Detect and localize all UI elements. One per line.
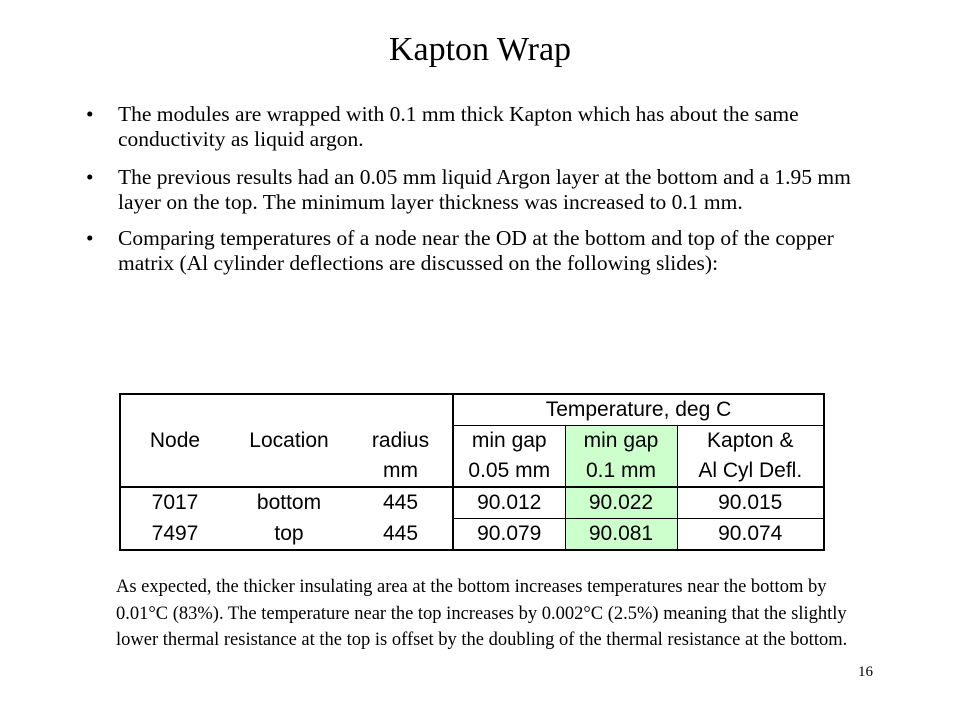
cell-temp-min-gap-01: 90.081 [565, 519, 677, 550]
header-col1-line2: 0.05 mm [468, 459, 551, 482]
header-col1-line1: min gap [471, 429, 547, 452]
header-col2-line1: min gap [565, 426, 677, 457]
cell-node: 7497 [151, 521, 199, 545]
temperature-group-header: Temperature, deg C [453, 395, 823, 426]
bullet-item [82, 165, 872, 215]
bullet-list [82, 102, 872, 289]
table-row [121, 487, 823, 519]
header-radius: radius [349, 426, 453, 457]
temperature-table [119, 393, 825, 551]
bullet-item [82, 226, 872, 276]
header-node: Node [149, 428, 201, 452]
conclusion-paragraph: As expected, the thicker insulating area at the bottom increases temperatures near the bottom by 0.01°C (83%). The temperature near the top increases by 0.002°C (2.5%) meaning that the slightly lower thermal resistance at the top is offset by the doubling of the thermal resistance at the bottom. [116, 577, 848, 650]
page-number: 16 [858, 664, 873, 680]
header-location: Location [249, 428, 329, 452]
table-header-row-1 [121, 395, 823, 426]
header-col3-line1: Kapton & [707, 429, 794, 452]
cell-node: 7017 [121, 487, 229, 519]
bullet-dot-icon: • [86, 165, 94, 189]
table-row [121, 519, 823, 550]
cell-temp-min-gap-005: 90.079 [453, 519, 565, 550]
bullet-dot-icon: • [86, 226, 94, 250]
cell-location: top [274, 521, 304, 545]
bullet-item [82, 102, 872, 152]
bullet-text: The modules are wrapped with 0.1 mm thick Kapton which has about the same conductivity as liquid argon. [118, 102, 799, 151]
cell-location: bottom [229, 487, 349, 519]
table-header-row-3 [121, 456, 823, 487]
cell-temp-min-gap-01: 90.022 [565, 487, 677, 519]
cell-temp-kapton: 90.015 [677, 487, 823, 519]
bullet-text: Comparing temperatures of a node near the OD at the bottom and top of the copper matrix (Al cylinder deflections are discussed on the following slides): [118, 226, 834, 275]
cell-temp-kapton: 90.074 [677, 519, 823, 550]
slide-title: Kapton Wrap [388, 31, 572, 68]
header-radius-unit: mm [349, 456, 453, 487]
bullet-text: The previous results had an 0.05 mm liquid Argon layer at the bottom and a 1.95 mm layer on the top. The minimum layer thickness was increased to 0.1 mm. [118, 165, 851, 214]
cell-radius: 445 [349, 519, 453, 550]
header-col2-line2: 0.1 mm [565, 456, 677, 487]
cell-temp-min-gap-005: 90.012 [453, 487, 565, 519]
cell-radius: 445 [349, 487, 453, 519]
bullet-dot-icon: • [86, 102, 94, 126]
table-header-row-2 [121, 426, 823, 457]
header-col3-line2: Al Cyl Defl. [698, 459, 803, 482]
